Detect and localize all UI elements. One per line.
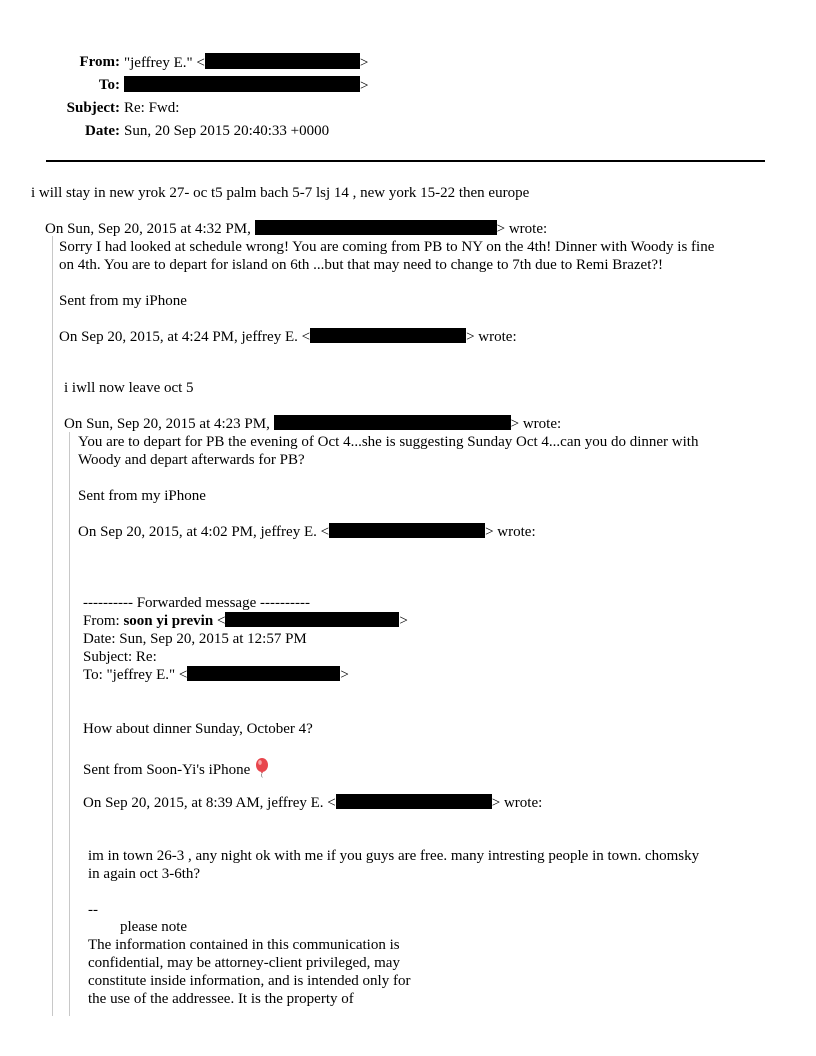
quoted-text: i iwll now leave oct 5 bbox=[64, 380, 194, 396]
redaction-box bbox=[205, 53, 360, 69]
signature-note: please note bbox=[120, 919, 188, 935]
quoted-text: im in town 26-3 , any night ok with me if you guys are free. many intresting people in town. chomsky bbox=[88, 848, 700, 864]
attribution-wrote: > wrote: bbox=[491, 795, 543, 811]
balloon-icon bbox=[254, 758, 270, 783]
attribution-text: On Sep 20, 2015, at 4:24 PM, jeffrey E. < bbox=[59, 329, 311, 345]
redaction-box bbox=[255, 220, 497, 235]
fwd-from-open: < bbox=[213, 613, 226, 629]
angle-close: > bbox=[359, 55, 369, 71]
disclaimer-line: The information contained in this communication is bbox=[88, 937, 400, 953]
fwd-from-label: From: bbox=[83, 613, 124, 629]
disclaimer-line: confidential, may be attorney-client privileged, may bbox=[88, 955, 400, 971]
redaction-box bbox=[187, 666, 340, 681]
forwarded-date: Date: Sun, Sep 20, 2015 at 12:57 PM bbox=[83, 631, 307, 647]
from-label: From: bbox=[79, 54, 120, 70]
to-label: To: bbox=[98, 77, 120, 93]
sent-from-text: Sent from Soon-Yi's iPhone bbox=[83, 762, 251, 778]
sent-from-line: Sent from my iPhone bbox=[59, 293, 187, 309]
subject-label: Subject: bbox=[66, 100, 120, 116]
quote-attribution bbox=[78, 523, 536, 541]
quoted-text: You are to depart for PB the evening of Oct 4...she is suggesting Sunday Oct 4...can you do dinner with bbox=[78, 434, 699, 450]
disclaimer-line: constitute inside information, and is intended only for bbox=[88, 973, 411, 989]
redaction-box bbox=[310, 328, 466, 343]
header-divider bbox=[46, 160, 765, 162]
attribution-text: On Sep 20, 2015, at 8:39 AM, jeffrey E. < bbox=[83, 795, 336, 811]
quote-attribution bbox=[64, 415, 561, 433]
date-value: Sun, 20 Sep 2015 20:40:33 +0000 bbox=[124, 123, 330, 139]
angle-close: > bbox=[360, 78, 369, 94]
quote-attribution bbox=[83, 794, 542, 812]
attribution-text: On Sun, Sep 20, 2015 at 4:32 PM, bbox=[45, 221, 251, 237]
redaction-box bbox=[225, 612, 399, 627]
fwd-from-name: soon yi previn bbox=[123, 613, 214, 629]
attribution-text: On Sep 20, 2015, at 4:02 PM, jeffrey E. < bbox=[78, 524, 330, 540]
quote-attribution bbox=[59, 328, 517, 346]
from-value bbox=[124, 53, 368, 72]
redaction-box bbox=[329, 523, 485, 538]
forwarded-header: ---------- Forwarded message ---------- bbox=[83, 595, 310, 611]
attribution-wrote: > wrote: bbox=[496, 221, 548, 237]
quote-bar-level-2 bbox=[69, 432, 70, 1016]
attribution-text: On Sun, Sep 20, 2015 at 4:23 PM, bbox=[64, 416, 270, 432]
redaction-box bbox=[274, 415, 511, 430]
date-label: Date: bbox=[85, 123, 120, 139]
quoted-text: Sorry I had looked at schedule wrong! You are coming from PB to NY on the 4th! Dinner with Woody is fine bbox=[59, 239, 715, 255]
angle-close: > bbox=[340, 667, 349, 683]
message-body-line: i will stay in new yrok 27- oc t5 palm bach 5-7 lsj 14 , new york 15-22 then europe bbox=[31, 185, 530, 201]
forwarded-to bbox=[83, 666, 349, 684]
forwarded-subject: Subject: Re: bbox=[83, 649, 157, 665]
attribution-wrote: > wrote: bbox=[510, 416, 562, 432]
quoted-text: Woody and depart afterwards for PB? bbox=[78, 452, 305, 468]
quoted-text: on 4th. You are to depart for island on 6th ...but that may need to change to 7th due to Remi Brazet?! bbox=[59, 257, 664, 273]
quote-attribution bbox=[45, 220, 547, 238]
forwarded-from bbox=[83, 612, 408, 630]
quote-bar-level-1 bbox=[52, 236, 53, 1016]
to-value bbox=[124, 76, 368, 95]
redaction-box bbox=[124, 76, 360, 92]
signature-dash: -- bbox=[88, 902, 98, 918]
attribution-wrote: > wrote: bbox=[485, 524, 536, 540]
quoted-text: in again oct 3-6th? bbox=[88, 866, 201, 882]
sent-from-line: Sent from my iPhone bbox=[78, 488, 206, 504]
attribution-wrote: > wrote: bbox=[466, 329, 517, 345]
from-sender: "jeffrey E." < bbox=[124, 55, 205, 71]
sent-from-line bbox=[83, 758, 270, 783]
subject-value: Re: Fwd: bbox=[124, 100, 180, 116]
disclaimer-line: the use of the addressee. It is the property of bbox=[88, 991, 354, 1007]
redaction-box bbox=[336, 794, 492, 809]
quoted-text: How about dinner Sunday, October 4? bbox=[83, 721, 313, 737]
angle-close: > bbox=[399, 613, 408, 629]
fwd-to-text: To: "jeffrey E." < bbox=[83, 667, 188, 683]
